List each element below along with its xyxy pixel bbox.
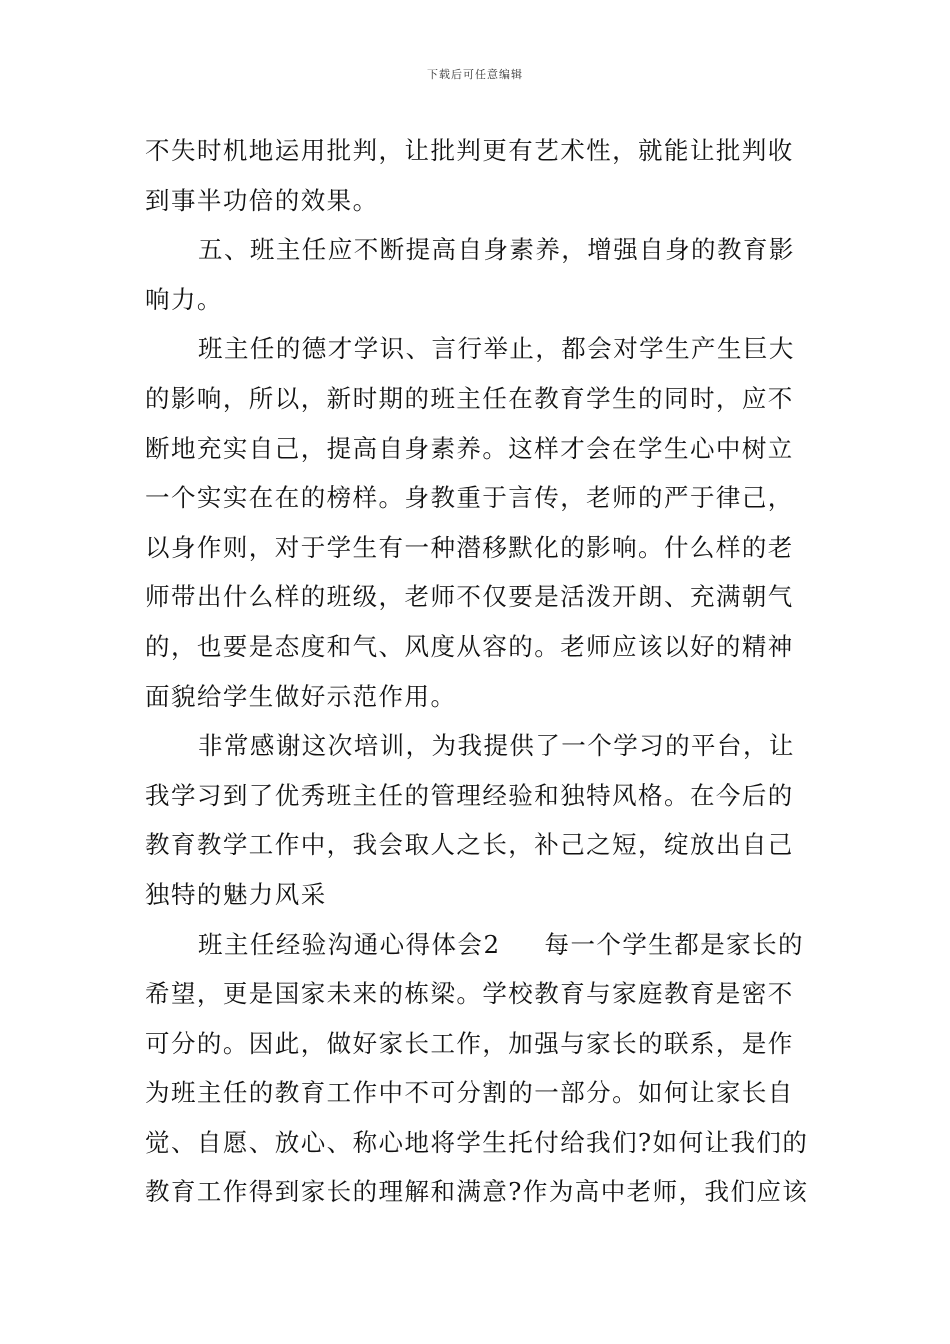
text-line: 我学习到了优秀班主任的管理经验和独特风格。在今后的 [145,780,794,810]
text-line: 希望，更是国家未来的栋梁。学校教育与家庭教育是密不 [145,979,794,1009]
section-heading-continued: 响力。 [145,284,223,314]
text-line: 教育教学工作中，我会取人之长，补己之短，绽放出自己 [145,830,794,860]
title-line [145,920,810,970]
text-line: 师带出什么样的班级，老师不仅要是活泼开朗、充满朝气 [145,582,794,612]
page-header: 下载后可任意编辑 [427,68,523,81]
text-line: 班主任的德才学识、言行举止，都会对学生产生巨大 [198,334,795,364]
text-line: 面貌给学生做好示范作用。 [145,681,457,711]
text-line: 以身作则，对于学生有一种潜移默化的影响。什么样的老 [145,532,794,562]
text-line: 觉、自愿、放心、称心地将学生托付给我们?如何让我们的 [145,1127,809,1157]
text-line: 不失时机地运用批判，让批判更有艺术性，就能让批判收 [145,136,794,165]
document-body [145,126,810,1217]
text-line: 到事半功倍的效果。 [145,185,379,215]
text-line: 断地充实自己，提高自身素养。这样才会在学生心中树立 [145,433,794,463]
text-line: 独特的魅力风采 [145,879,327,909]
text-line: 的影响，所以，新时期的班主任在教育学生的同时，应不 [145,383,794,413]
text-line: 教育工作得到家长的理解和满意?作为高中老师，我们应该 [145,1177,809,1207]
text-line: 为班主任的教育工作中不可分割的一部分。如何让家长自 [145,1078,794,1108]
text-line: 一个实实在在的榜样。身教重于言传，老师的严于律己， [145,483,794,513]
text-line: 可分的。因此，做好家长工作，加强与家长的联系，是作 [145,1028,794,1058]
article-title: 班主任经验沟通心得体会2 [198,929,501,959]
text-line: 的，也要是态度和气、风度从容的。老师应该以好的精神 [145,631,794,661]
text-line: 非常感谢这次培训，为我提供了一个学习的平台，让 [198,731,795,761]
text-line-start: 每一个学生都是家长的 [544,929,804,959]
section-heading: 五、班主任应不断提高自身素养，增强自身的教育影 [198,235,795,265]
